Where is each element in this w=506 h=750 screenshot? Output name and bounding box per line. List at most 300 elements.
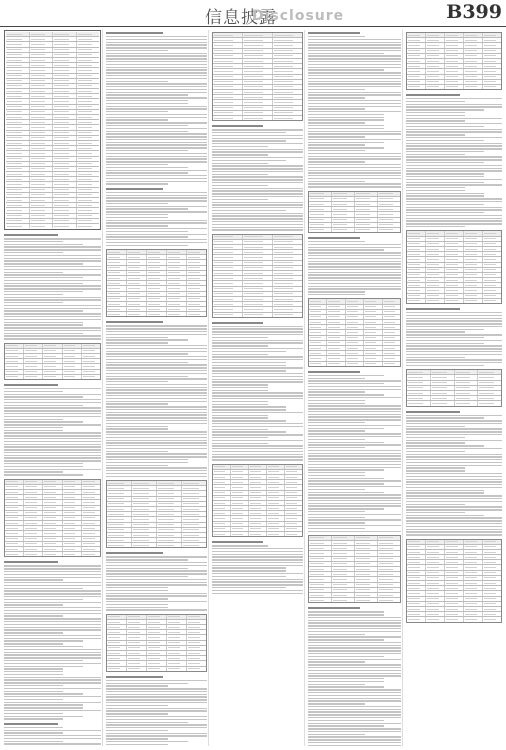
table-cell (53, 203, 77, 207)
text-line (406, 318, 502, 319)
text-line (106, 175, 207, 176)
table-cell (107, 517, 132, 521)
text-line (212, 221, 303, 222)
table-cell (327, 325, 345, 329)
table-cell (43, 349, 62, 353)
table-cell (407, 617, 426, 621)
text-line (212, 548, 303, 549)
table-cell (431, 401, 455, 405)
table-cell (213, 307, 243, 311)
text-line (106, 381, 168, 382)
table-cell (445, 571, 464, 575)
table-cell (426, 607, 445, 611)
table-cell (445, 591, 464, 595)
text-line (308, 428, 384, 429)
table-cell (213, 496, 231, 500)
text-line (212, 459, 303, 460)
table-cell (332, 583, 355, 587)
text-line (406, 437, 465, 438)
text-block (307, 32, 402, 188)
table-cell (213, 54, 243, 58)
text-line (212, 429, 268, 430)
text-line (212, 401, 268, 402)
text-line (308, 383, 384, 384)
text-line (4, 258, 101, 259)
table-cell (53, 99, 77, 103)
text-line (308, 494, 401, 495)
table-cell (483, 278, 501, 282)
table-cell (455, 386, 479, 390)
text-line (4, 640, 83, 641)
table-cell (187, 276, 206, 280)
text-line (406, 159, 502, 160)
text-line (308, 475, 365, 476)
table-cell (6, 125, 30, 129)
table-cell (107, 615, 127, 619)
table-cell (445, 283, 464, 287)
text-line (4, 249, 101, 250)
text-line (4, 713, 63, 714)
table-cell (30, 48, 54, 52)
text-line (308, 397, 401, 398)
text-line (4, 241, 63, 242)
text-line (212, 437, 268, 438)
paragraph-heading (4, 384, 58, 386)
table-cell (407, 581, 426, 585)
text-block (3, 723, 102, 746)
table-cell (383, 362, 400, 366)
table-cell (63, 531, 82, 535)
table-cell (249, 485, 267, 489)
text-line (308, 64, 401, 65)
table-cell (53, 131, 77, 135)
table-cell (478, 375, 501, 379)
text-line (212, 545, 268, 546)
text-line (106, 58, 207, 59)
text-line (106, 434, 207, 435)
table-cell (24, 521, 43, 525)
text-line (406, 98, 502, 99)
table-cell (383, 305, 400, 309)
table-cell (407, 555, 426, 559)
text-line (106, 445, 207, 446)
table-cell (407, 370, 431, 374)
table-cell (267, 532, 285, 536)
table-cell (187, 271, 206, 275)
text-line (308, 425, 401, 426)
text-line (4, 452, 101, 453)
text-line (308, 622, 401, 623)
text-line (106, 89, 207, 90)
text-line (406, 428, 502, 429)
text-line (308, 689, 401, 690)
table-cell (43, 344, 62, 348)
table-cell (355, 192, 378, 196)
text-line (308, 106, 401, 107)
text-line (308, 252, 401, 253)
table-cell (464, 555, 483, 559)
text-line (406, 193, 484, 194)
table-cell (431, 396, 455, 400)
text-line (406, 165, 502, 166)
table-cell (332, 197, 355, 201)
table-cell (407, 602, 426, 606)
table-row (213, 532, 302, 536)
text-line (106, 579, 207, 580)
table-cell (77, 198, 100, 202)
text-line (106, 42, 207, 43)
text-line (406, 104, 502, 105)
table-cell (309, 202, 332, 206)
table-cell (273, 307, 302, 311)
table-cell (327, 299, 345, 303)
text-line (406, 320, 502, 321)
table-cell (53, 68, 77, 72)
text-line (106, 691, 207, 692)
text-line (4, 299, 101, 300)
table-cell (127, 271, 147, 275)
text-line (308, 272, 401, 273)
table-cell (464, 299, 483, 303)
table-cell (53, 177, 77, 181)
table-cell (464, 540, 483, 544)
table-cell (132, 512, 157, 516)
text-line (106, 125, 188, 126)
table-cell (77, 32, 100, 36)
text-line (212, 138, 303, 139)
table-cell (445, 273, 464, 277)
text-line (106, 716, 207, 717)
table-cell (483, 242, 501, 246)
table-cell (5, 375, 24, 379)
text-line (212, 420, 286, 421)
text-line (4, 435, 101, 436)
text-block (307, 607, 402, 746)
table-cell (426, 560, 445, 564)
text-line (4, 244, 83, 245)
text-line (4, 413, 101, 414)
table-cell (213, 281, 243, 285)
table-cell (332, 192, 355, 196)
table-cell (213, 100, 243, 104)
text-line (308, 403, 365, 404)
table-cell (147, 281, 167, 285)
table-cell (30, 182, 54, 186)
table-cell (426, 550, 445, 554)
table-cell (157, 486, 182, 490)
text-line (4, 255, 101, 256)
table-cell (327, 336, 345, 340)
text-line (308, 158, 401, 159)
table-cell (426, 283, 445, 287)
text-line (308, 139, 401, 140)
text-line (406, 143, 502, 144)
text-line (106, 234, 207, 235)
table-cell (243, 33, 273, 37)
table-cell (309, 567, 332, 571)
text-line (106, 694, 207, 695)
text-line (4, 696, 101, 697)
text-line (308, 394, 384, 395)
table-cell (30, 193, 54, 197)
text-line (308, 639, 384, 640)
text-line (4, 596, 101, 597)
text-line (308, 286, 401, 287)
table-cell (378, 536, 400, 540)
table-cell (383, 356, 400, 360)
text-line (406, 120, 465, 121)
table-cell (243, 106, 273, 110)
text-line (406, 154, 465, 155)
table-cell (147, 630, 167, 634)
text-line (4, 685, 63, 686)
table-cell (243, 250, 273, 254)
text-line (4, 469, 101, 470)
text-line (308, 294, 365, 295)
table-cell (30, 203, 54, 207)
table-cell (231, 496, 249, 500)
table-cell (445, 576, 464, 580)
table-cell (478, 381, 501, 385)
table-cell (378, 192, 400, 196)
table-cell (147, 625, 167, 629)
text-line (308, 247, 401, 248)
table-cell (426, 565, 445, 569)
table-cell (464, 283, 483, 287)
text-line (308, 525, 401, 526)
table-cell (107, 533, 132, 537)
text-line (106, 242, 207, 243)
table-cell (464, 80, 483, 84)
table-cell (157, 523, 182, 527)
table-cell (445, 617, 464, 621)
text-line (106, 724, 207, 725)
table-cell (249, 496, 267, 500)
table-cell (82, 511, 100, 515)
table-cell (445, 581, 464, 585)
table-cell (213, 49, 243, 53)
table-cell (82, 500, 100, 504)
table-cell (445, 278, 464, 282)
text-line (406, 190, 465, 191)
table-cell (455, 401, 479, 405)
text-line (212, 154, 268, 155)
table-cell (426, 591, 445, 595)
column-1 (3, 30, 103, 746)
text-line (212, 340, 303, 341)
text-line (106, 733, 207, 734)
table-cell (407, 54, 426, 58)
text-line (406, 226, 465, 227)
table-cell (309, 583, 332, 587)
text-line (4, 585, 101, 586)
table-cell (464, 59, 483, 63)
text-line (406, 207, 502, 208)
text-line (106, 683, 188, 684)
table-cell (6, 136, 30, 140)
table-cell (327, 341, 345, 345)
text-line (212, 151, 303, 152)
table-cell (213, 64, 243, 68)
table-cell (167, 646, 187, 650)
text-line (4, 730, 101, 731)
table-cell (53, 167, 77, 171)
text-line (212, 454, 303, 455)
table-cell (285, 475, 302, 479)
table-cell (132, 507, 157, 511)
table-cell (147, 646, 167, 650)
table-cell (43, 516, 62, 520)
table-cell (464, 85, 483, 89)
text-line (106, 114, 207, 115)
text-line (106, 401, 207, 402)
text-line (308, 416, 401, 417)
table-cell (464, 252, 483, 256)
text-line (212, 445, 303, 446)
table-cell (127, 641, 147, 645)
table-cell (243, 85, 273, 89)
text-line (4, 333, 83, 334)
text-line (406, 331, 465, 332)
text-line (406, 354, 502, 355)
text-line (106, 328, 207, 329)
table-cell (6, 167, 30, 171)
text-line (106, 568, 188, 569)
table-cell (383, 346, 400, 350)
text-line (406, 431, 502, 432)
table-cell (63, 537, 82, 541)
table-cell (378, 588, 400, 592)
text-line (308, 411, 401, 412)
text-line (308, 89, 365, 90)
text-line (212, 384, 268, 385)
text-line (106, 565, 207, 566)
table-cell (213, 85, 243, 89)
text-line (4, 615, 63, 616)
text-block (211, 322, 304, 461)
table-cell (213, 116, 243, 120)
table-cell (82, 552, 100, 556)
table-cell (464, 617, 483, 621)
table-cell (30, 68, 54, 72)
table-cell (213, 235, 243, 239)
table-cell (249, 465, 267, 469)
table-cell (53, 74, 77, 78)
table-cell (445, 555, 464, 559)
table-cell (30, 120, 54, 124)
table-cell (5, 364, 24, 368)
masthead (0, 0, 506, 27)
table-cell (483, 591, 501, 595)
paragraph-heading (308, 237, 360, 239)
table-cell (6, 193, 30, 197)
table-row (407, 299, 501, 303)
text-line (106, 108, 207, 109)
table-cell (187, 641, 206, 645)
text-line (106, 395, 207, 396)
table-cell (346, 346, 364, 350)
table-cell (243, 255, 273, 259)
table-cell (5, 359, 24, 363)
table-cell (426, 49, 445, 53)
data-table (212, 234, 303, 318)
table-cell (231, 475, 249, 479)
text-line (4, 582, 101, 583)
table-cell (127, 250, 147, 254)
text-line (308, 745, 401, 746)
text-line (106, 342, 168, 343)
table-cell (364, 336, 382, 340)
table-cell (426, 43, 445, 47)
table-cell (231, 527, 249, 531)
text-line (308, 444, 401, 445)
table-cell (231, 470, 249, 474)
text-line (4, 679, 101, 680)
table-cell (445, 299, 464, 303)
table-cell (30, 63, 54, 67)
text-line (308, 408, 401, 409)
text-line (4, 266, 101, 267)
text-line (106, 97, 207, 98)
table-cell (167, 266, 187, 270)
text-line (106, 587, 168, 588)
text-line (308, 700, 401, 701)
text-line (106, 473, 207, 474)
table-cell (464, 607, 483, 611)
table-cell (464, 49, 483, 53)
text-line (4, 319, 101, 320)
text-line (406, 454, 502, 455)
table-cell (82, 359, 100, 363)
text-line (106, 590, 168, 591)
table-cell (309, 346, 327, 350)
table-cell (407, 69, 426, 73)
table-cell (483, 607, 501, 611)
text-line (4, 666, 83, 667)
table-cell (30, 58, 54, 62)
table-cell (63, 552, 82, 556)
table-cell (249, 527, 267, 531)
table-cell (6, 74, 30, 78)
table-cell (273, 255, 302, 259)
table-cell (53, 198, 77, 202)
table-cell (478, 401, 501, 405)
text-line (308, 650, 401, 651)
table-cell (127, 630, 147, 634)
table-row (309, 598, 400, 602)
text-line (4, 238, 101, 239)
text-line (406, 459, 502, 460)
table-cell (407, 242, 426, 246)
table-cell (24, 552, 43, 556)
text-line (406, 362, 502, 363)
text-line (212, 354, 268, 355)
table-cell (426, 278, 445, 282)
table-cell (332, 541, 355, 545)
text-line (212, 451, 303, 452)
table-cell (445, 231, 464, 235)
text-line (106, 69, 207, 70)
table-cell (5, 500, 24, 504)
table-cell (43, 537, 62, 541)
text-line (4, 704, 83, 705)
table-cell (327, 330, 345, 334)
table-cell (30, 105, 54, 109)
table-cell (107, 312, 127, 316)
table-cell (426, 54, 445, 58)
text-line (4, 638, 101, 639)
table-cell (285, 506, 302, 510)
